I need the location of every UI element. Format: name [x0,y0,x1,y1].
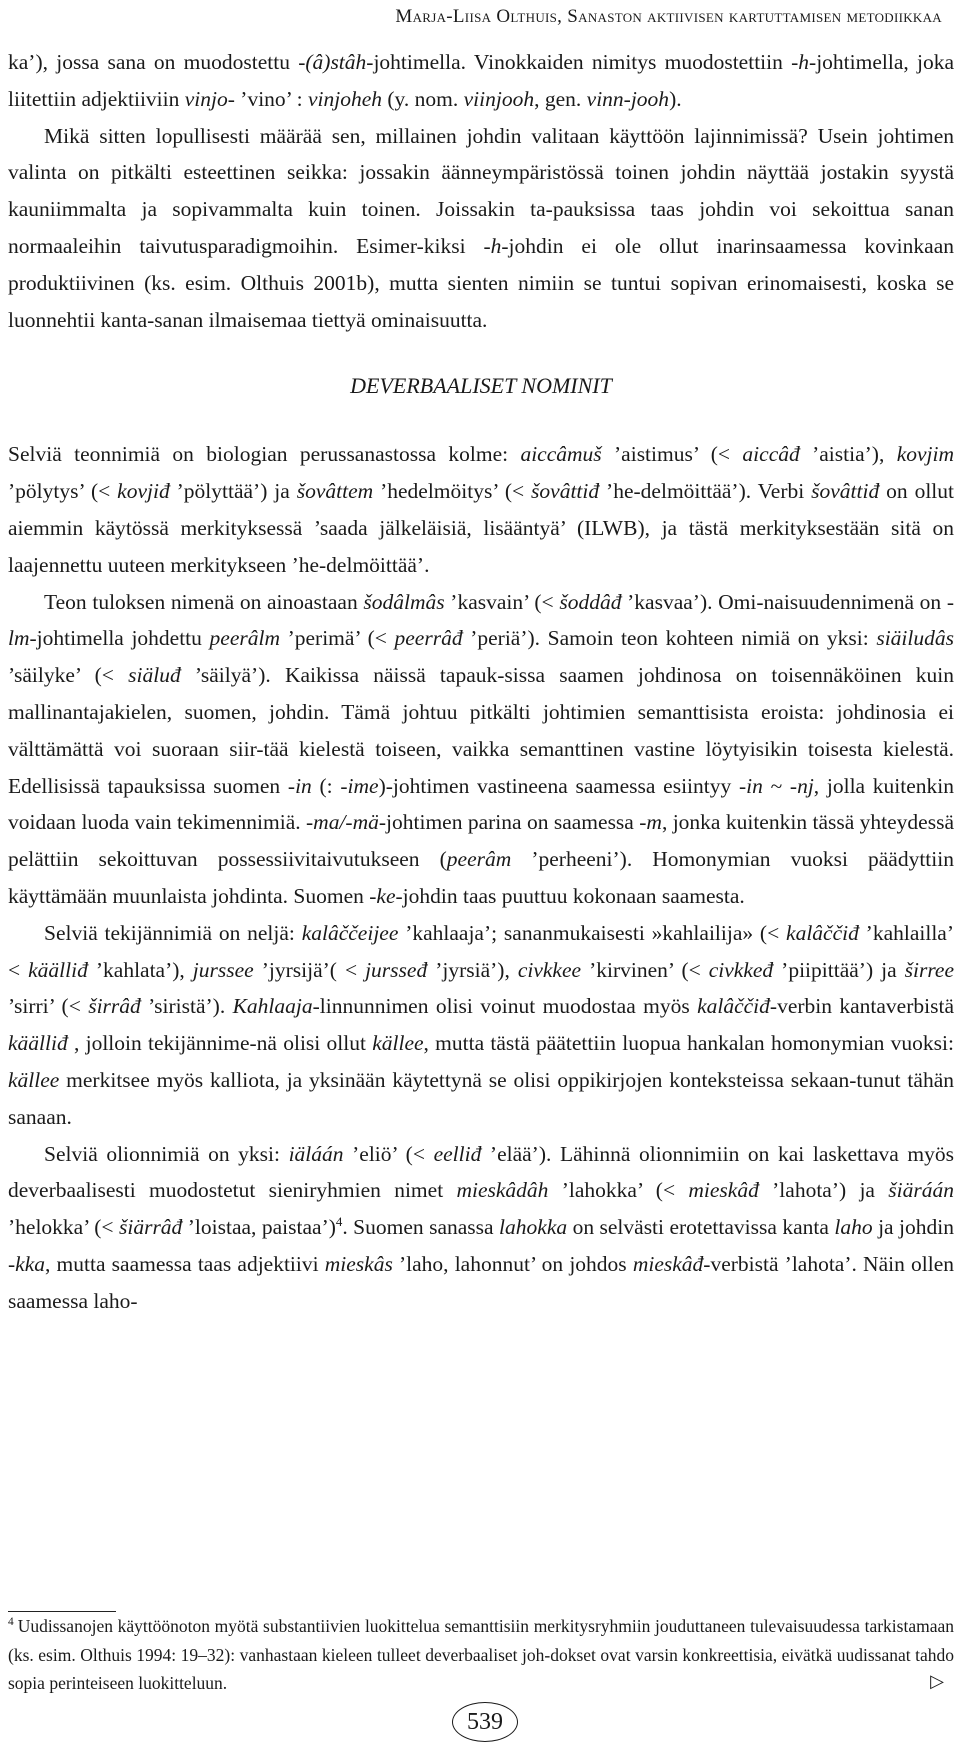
main-text [8,44,954,1320]
running-header: Marja-Liisa Olthuis, Sanaston aktiivisen kartuttamisen metodiikkaa [395,6,942,27]
paragraph: Selviä teonnimiä on biologian perussanastossa kolme: aiccâmuš ’aistimus’ (< aiccâđ ’aistia’), kovjim ’pölytys’ (< kovjiđ ’pölyttää’) ja šovâttem ’hedelmöitys’ (< šovâttiđ ’he-delmöittää’). Verbi šovâttiđ on ollut aiemmin käytössä merkityksessä ’saada jälkeläisiä, lisääntyä’ (ILWB), ja tästä merkityksestään sitä on laajennettu uuteen merkitykseen ’he-delmöittää’. [8,442,954,577]
footnotes [8,1612,954,1698]
paragraph: ka’), jossa sana on muodostettu -(â)stâh-johtimella. Vinokkaiden nimitys muodostettiin -h-johtimella, joka liitettiin adjektiiviin vinjo- ’vino’ : vinjoheh (y. nom. viinjooh, gen. vinn-jooh). [8,50,954,111]
paragraph: Selviä olionnimiä on yksi: iäláán ’eliö’ (< eelliđ ’elää’). Lähinnä olionnimiin on kai laskettava myös deverbaalisesti muodostetut sieniryhmien nimet mieskâdâh ’lahokka’ (< mieskâđ ’lahota’) ja šiäráán ’helokka’ (< šiärrâđ ’loistaa, paistaa’)$^4$. Suomen sanassa lahokka on selvästi erotettavissa kanta laho ja johdin -kka, mutta saamessa taas adjektiivi mieskâs ’laho, lahonnut’ on johdos mieskâđ-verbistä ’lahota’. Näin ollen saamessa laho- [8,1141,955,1313]
section-heading: DEVERBAALISET NOMINIT [350,373,612,399]
page-number: 539 [452,1702,518,1742]
paragraph: Mikä sitten lopullisesti määrää sen, millainen johdin valitaan käyttöön lajinnimissä? Usein johtimen valinta on pitkälti esteettinen seikka: jossakin äänneympäristössä toinen johdin näyttää jostakin syystä kauniimmalta ja sopivammalta kuin toinen. Joissakin ta-pauksissa taas johdin voi sekoittua sanan normaaleihin taivutusparadigmoihin. Esimer-kiksi -h-johdin ei ole ollut inarinsaamessa kovinkaan produktiivinen (ks. esim. Olthuis 2001b), mutta sienten nimiin se tuntui sopivan erinomaisesti, koska se luonnehtii kanta-sanan ilmaisemaa tiettyä ominaisuutta. [8,123,954,332]
paragraph: Selviä tekijännimiä on neljä: kalâččeijee ’kahlaaja’; sananmukaisesti »kahlailija» (< kalâččiđ ’kahlailla’ < käälliđ ’kahlata’), jurssee ’jyrsijä’( < jursseđ ’jyrsiä’), civkkee ’kirvinen’ (< civkkeđ ’piipittää’) ja širree ’sirri’ (< širrâđ ’siristä’). Kahlaaja-linnunnimen olisi voinut muodostaa myös kalâččiđ-verbin kantaverbistä käälliđ , jolloin tekijännime-nä olisi ollut källee, mutta tästä päätettiin luopua hankalan homonymian vuoksi: källee merkitsee myös kalliota, ja yksinään käytettynä se olisi oppikirjojen konteksteissa sekaan-tunut tähän sanaan. [8,920,955,1129]
footnote [8,1612,954,1698]
footnote-marker: 4 [8,1616,14,1629]
paragraph: Teon tuloksen nimenä on ainoastaan šodâlmâs ’kasvain’ (< šoddâđ ’kasvaa’). Omi-naisuudennimenä on -lm-johtimella johdettu peerâlm ’perimä’ (< peerrâđ ’periä’). Samoin teon kohteen nimiä on yksi: siäiludâs ’säilyke’ (< siäluđ ’säilyä’). Kaikissa näissä tapauk-sissa saamen johdinosa on toisennäköinen kuin mallinantajakielen, suomen, johdin. Tämä johtuu pitkälti johtimien semanttisista eroista: johdinosia ei välttämättä voi suoraan siir-tää kielestä toiseen, vaikka semanttinen vastine löytyisikin toisesta kielestä. Edellisissä tapauksissa suomen -in (: -ime)-johtimen vastineena saamessa esiintyy -in ~ -nj, jolla kuitenkin voidaan luoda vain tekimennimiä. -ma/-mä-johtimen parina on saamessa -m, jonka kuitenkin tässä yhteydessä pelättiin sekoittuvan possessiivitaivutukseen (peerâm ’perheeni’). Homonymian vuoksi päädyttiin käyttämään muunlaista johdinta. Suomen -ke-johdin taas puuttuu kokonaan saamesta. [8,589,955,908]
footnote-text: Uudissanojen käyttöönoton myötä substantiivien luokittelua semanttisiin merkitysryhmiin jouduttaneen tulevaisuudessa tarkistamaan (ks. esim. Olthuis 1994: 19–32): vanhastaan kieleen tulleet deverbaaliset joh-dokset ovat varsin konkreettisia, eivätkä uudissanat tahdo sopia perinteiseen luokitteluun. [8,1616,954,1693]
next-page-icon: ▷ [930,1671,944,1691]
